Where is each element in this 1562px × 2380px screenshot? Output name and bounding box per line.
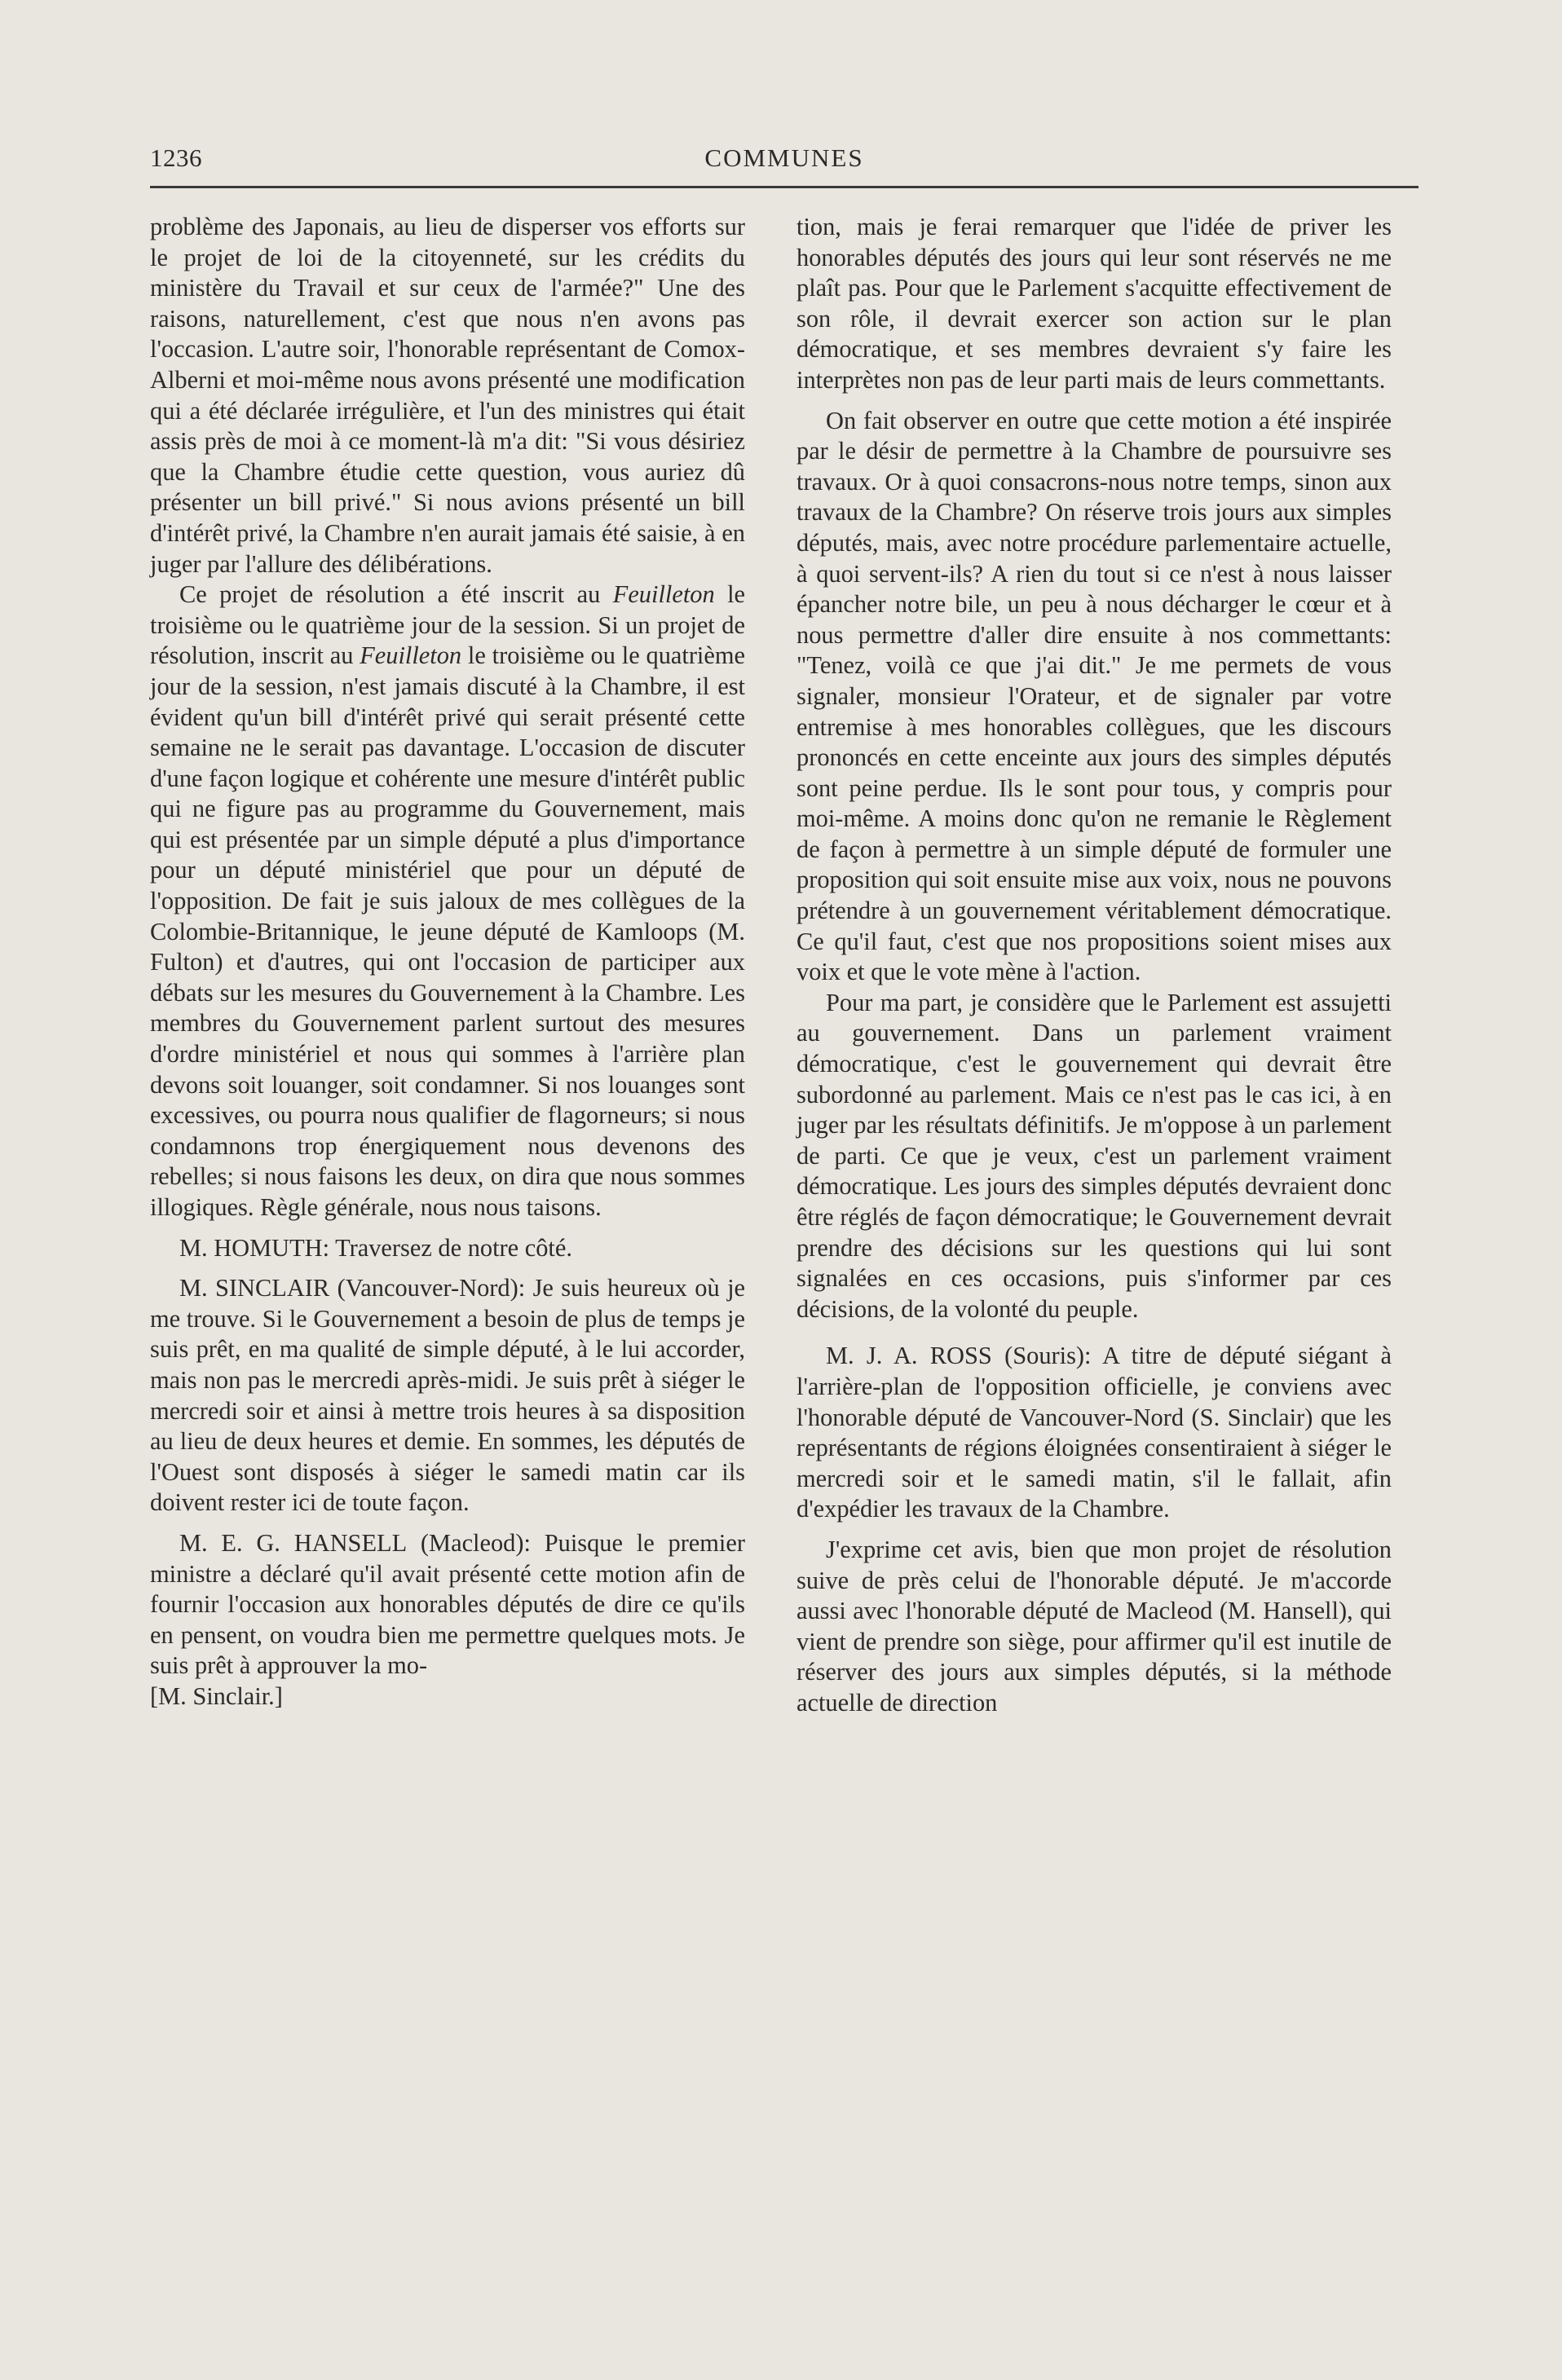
- text-run: Ce projet de résolution a été inscrit au: [179, 580, 613, 609]
- paragraph: tion, mais je ferai remarquer que l'idée de priver les honorables députés des jours qui leur sont réservés ne me plaît pas. Pour que le Parlement s'acquitte effectivement de son rôle, il devrait exercer son action sur le plan démocratique, et ses membres devraient s'y faire les interprètes non pas de leur parti mais de leurs commettants.: [796, 213, 1392, 394]
- left-column: [150, 212, 745, 1712]
- paragraph: problème des Japonais, au lieu de disperser vos efforts sur le projet de loi de la citoyenneté, sur les crédits du ministère du Travail et sur ceux de l'armée?" Une des raisons, naturellement, c'est que nous n'en avons pas l'occasion. L'autre soir, l'honorable représentant de Comox-Alberni et moi-même nous avons présenté une modification qui a été déclarée irrégulière, et l'un des ministres qui était assis près de moi à ce moment-là m'a dit: "Si vous désiriez que la Chambre étudie cette question, vous auriez dû présenter un bill privé." Si nous avions présenté un bill d'intérêt privé, la Chambre n'en aurait jamais été saisie, à en juger par l'allure des délibérations.: [150, 213, 745, 578]
- speaker-name: M. J. A. ROSS: [826, 1342, 992, 1370]
- italic-title: Feuilleton: [360, 641, 462, 670]
- paragraph: [150, 580, 745, 1223]
- speaker-name: M. SINCLAIR: [179, 1274, 330, 1302]
- speech-paragraph: [150, 1273, 745, 1518]
- speech-paragraph: [796, 1341, 1392, 1525]
- speech-text: (Souris): A titre de député siégant à l'arrière-plan de l'opposition officielle, je conviens avec l'honorable député de Vancouver-Nord (S. Sinclair) que les représentants de régions éloignées consentiraient à siéger le mercredi soir et le samedi matin, s'il le fallait, afin d'expédier les travaux de la Chambre.: [796, 1342, 1392, 1523]
- speech-text: (Macleod): Puisque le premier ministre a déclaré qu'il avait présenté cette motion afin de fournir l'occasion aux honorables députés de dire ce qu'ils en pensent, on voudra bien me permettre quelques mots. Je suis prêt à approuver la mo-: [150, 1528, 745, 1680]
- paragraph: On fait observer en outre que cette motion a été inspirée par le désir de permettre à la Chambre de poursuivre ses travaux. Or à quoi consacrons-nous notre temps, sinon aux travaux de la Chambre? On réserve trois jours aux simples députés, mais, avec notre procédure parlementaire actuelle, à quoi servent-ils? A rien du tout si ce n'est à nous laisser épancher notre bile, un peu à nous décharger le cœur et à nous permettre d'aller dire ensuite à nos commettants: "Tenez, voilà ce que j'ai dit." Je me permets de vous signaler, monsieur l'Orateur, et de signaler par votre entremise à mes honorables collègues, que les discours prononcés en cette enceinte aux jours des simples députés sont peine perdue. Ils le sont pour tous, y compris pour moi-même. A moins donc qu'on ne remanie le Règlement de façon à permettre à un simple député de formuler une proposition qui soit ensuite mise aux voix, nous ne pouvons prétendre à un gouvernement véritablement démocratique. Ce qu'il faut, c'est que nos propositions soient mises aux voix et que le vote mène à l'action.: [796, 406, 1392, 986]
- right-column: [796, 212, 1392, 1719]
- running-head: COMMUNES: [704, 143, 864, 172]
- speech-text: Traversez de notre côté.: [329, 1233, 572, 1262]
- speaker-name: M. HOMUTH:: [179, 1233, 330, 1262]
- speaker-name: M. E. G. HANSELL: [179, 1528, 408, 1557]
- speech-paragraph: [150, 1233, 745, 1264]
- speaker-footer: [M. Sinclair.]: [150, 1681, 283, 1710]
- page-header: [150, 137, 1419, 178]
- text-run: le troisième ou le quatrième jour de la session, n'est jamais discuté à la Chambre, il est évident qu'un bill d'intérêt privé qui serait présenté cette semaine ne le serait pas davantage. L'occasion de discuter d'une façon logique et cohérente une mesure d'intérêt public qui ne figure pas au programme du Gouvernement, mais qui est présentée par un simple député a plus d'importance pour un député ministériel que pour un député de l'opposition. De fait je suis jaloux de mes collègues de la Colombie-Britannique, le jeune député de Kamloops (M. Fulton) et d'autres, qui ont l'occasion de participer aux débats sur les mesures du Gouvernement à la Chambre. Les membres du Gouvernement parlent surtout des mesures d'ordre ministériel et nous qui sommes à l'arrière plan devons soit louanger, soit condamner. Si nos louanges sont excessives, ou pourra nous qualifier de flagorneurs; si nous condamnons trop énergiquement nous devenons des rebelles; si nous faisons les deux, on dira que nous sommes illogiques. Règle générale, nous nous taisons.: [150, 641, 745, 1221]
- text-run: le troisième ou le quatrième jour de la session. Si un projet de résolution, inscrit au: [150, 580, 746, 670]
- speech-text: (Vancouver-Nord): Je suis heureux où je me trouve. Si le Gouvernement a besoin de plus de temps je suis prêt, en ma qualité de simple député, à le lui accorder, mais non pas le mercredi après-midi. Je suis prêt à siéger le mercredi soir et ainsi à mettre trois heures à sa disposition au lieu de deux heures et demie. En sommes, les députés de l'Ouest sont disposés à siéger le samedi matin car ils doivent rester ici de toute façon.: [150, 1274, 746, 1517]
- speech-paragraph: [150, 1528, 745, 1681]
- page-number: 1236: [150, 143, 202, 172]
- paragraph: J'exprime cet avis, bien que mon projet de résolution suive de près celui de l'honorable député. Je m'accorde aussi avec l'honorable député de Macleod (M. Hansell), qui vient de prendre son siège, pour affirmer qu'il est inutile de réserver des jours aux simples députés, si la méthode actuelle de direction: [796, 1535, 1392, 1717]
- italic-title: Feuilleton: [612, 580, 715, 609]
- paragraph: Pour ma part, je considère que le Parlement est assujetti au gouvernement. Dans un parlement vraiment démocratique, c'est le gouvernement qui devrait être subordonné au parlement. Mais ce n'est pas le cas ici, à en juger par les résultats définitifs. Je m'oppose à un parlement de parti. Ce que je veux, c'est un parlement vraiment démocratique. Les jours des simples députés devraient donc être réglés de façon démocratique; le Gouvernement devrait prendre des décisions sur les questions qui lui sont signalées en ces occasions, puis s'informer par ces décisions, de la volonté du peuple.: [796, 988, 1392, 1323]
- header-rule: [150, 186, 1419, 188]
